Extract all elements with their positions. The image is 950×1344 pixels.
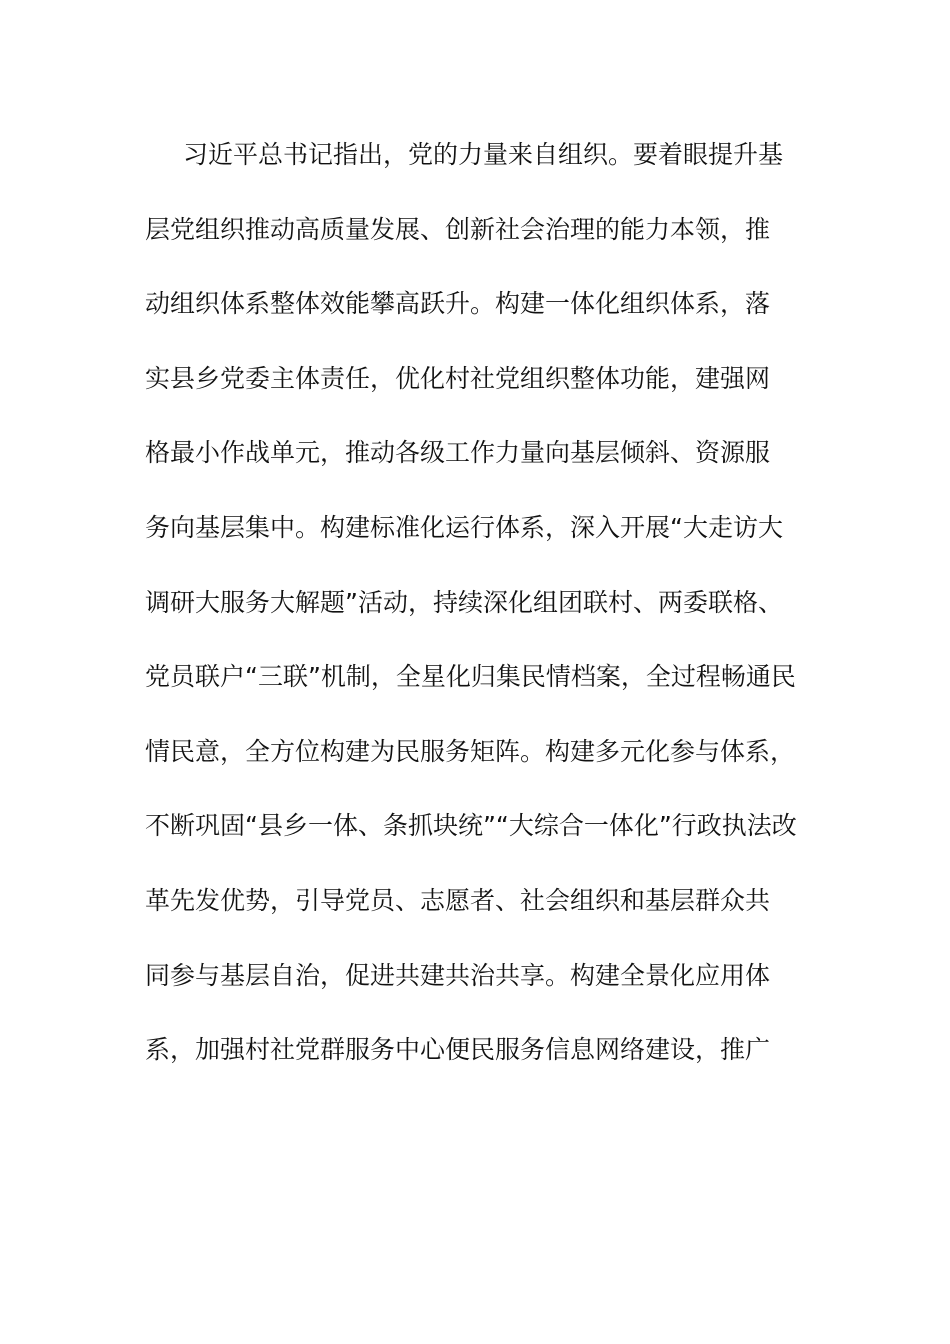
paragraph-line: 习近平总书记指出，党的力量来自组织。要着眼提升基 [183, 140, 784, 169]
paragraph-line: 情民意，全方位构建为民服务矩阵。构建多元化参与体系， [145, 736, 796, 766]
paragraph-line: 格最小作战单元，推动各级工作力量向基层倾斜、资源服 [145, 438, 771, 468]
paragraph-line: 动组织体系整体效能攀高跃升。构建一体化组织体系，落 [145, 289, 771, 319]
paragraph-line: 务向基层集中。构建标准化运行体系，深入开展“大走访大 [145, 512, 783, 542]
paragraph-line: 系，加强村社党群服务中心便民服务信息网络建设，推广 [145, 1035, 771, 1065]
paragraph-line: 不断巩固“县乡一体、条抓块统”“大综合一体化”行政执法改 [145, 811, 797, 841]
paragraph-line: 革先发优势，引导党员、志愿者、社会组织和基层群众共 [145, 885, 771, 915]
paragraph-line: 调研大服务大解题”活动，持续深化组团联村、两委联格、 [145, 587, 783, 617]
paragraph-line: 党员联户“三联”机制，全星化归集民情档案，全过程畅通民 [145, 662, 796, 692]
paragraph-line: 同参与基层自治，促进共建共治共享。构建全景化应用体 [145, 960, 771, 990]
body-paragraph [145, 134, 815, 1104]
paragraph-line: 实县乡党委主体责任，优化村社党组织整体功能，建强网 [145, 363, 771, 393]
paragraph-line: 层党组织推动高质量发展、创新社会治理的能力本领，推 [145, 214, 771, 244]
